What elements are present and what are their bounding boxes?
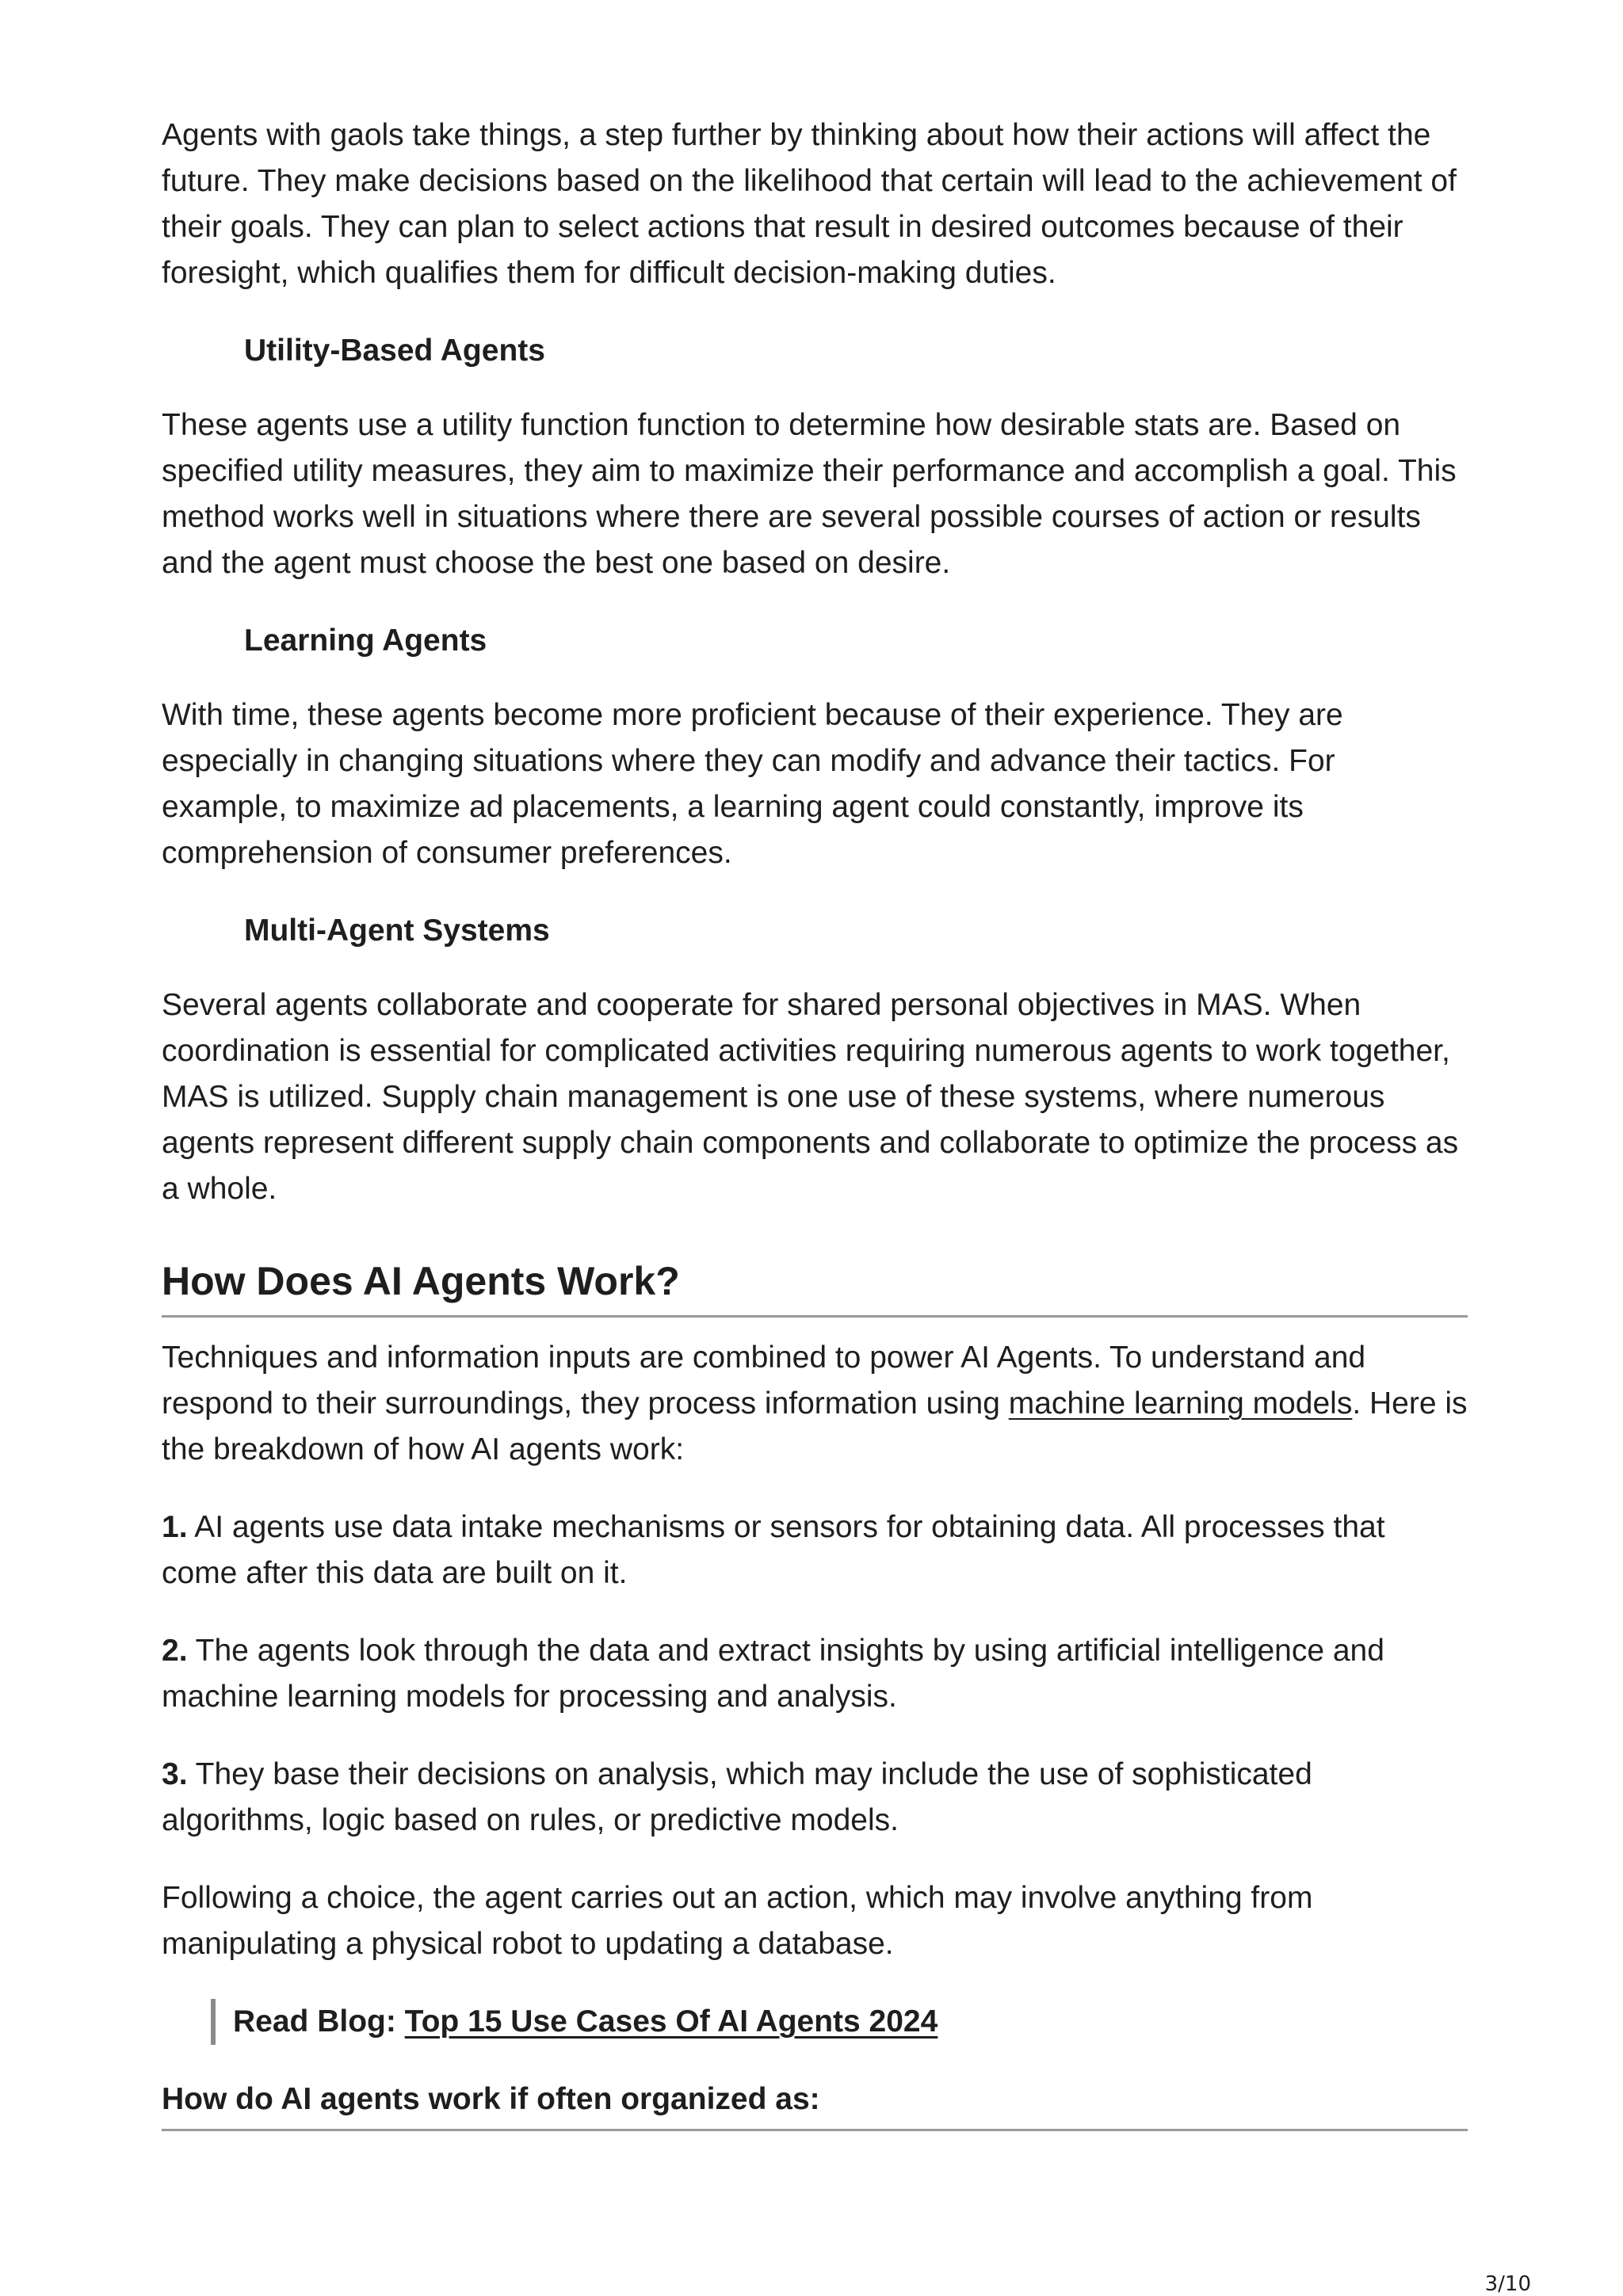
read-blog-callout — [211, 1999, 1468, 2045]
read-blog-label: Read Blog: — [233, 2004, 405, 2039]
page-number: 3/10 — [1484, 2272, 1531, 2296]
how-intro-text: Techniques and information inputs are combined to power AI Agents. To understand and respond to their surroundings, they process information using — [162, 1341, 1366, 1421]
how-organized-heading: How do AI agents work if often organized as: — [162, 2077, 1468, 2131]
intro-paragraph: Agents with gaols take things, a step further by thinking about how their actions will affect the future. They make decisions based on the likelihood that certain will lead to the achievement of their goals. They can plan to select actions that result in desired outcomes because of their foresight, which qualifies them for difficult decision-making duties. — [162, 118, 1457, 290]
how-ai-agents-work-heading: How Does AI Agents Work? — [162, 1257, 1468, 1318]
step-number: 3. — [162, 1757, 188, 1791]
multi-agent-systems-heading: Multi-Agent Systems — [244, 913, 550, 948]
step-1 — [162, 1505, 1468, 1596]
step-3 — [162, 1752, 1468, 1844]
step-number: 2. — [162, 1634, 188, 1668]
step-2 — [162, 1628, 1468, 1720]
multi-agent-systems-text: Several agents collaborate and cooperate for shared personal objectives in MAS. When coordination is essential for complicated activities requiring numerous agents to work together, MAS is utilized. Supply chain management is one use of these systems, where numerous agents represent different supply chain components and collaborate to optimize the process as a whole. — [162, 988, 1459, 1206]
closing-paragraph: Following a choice, the agent carries out an action, which may involve anything from manipulating a physical robot to updating a database. — [162, 1881, 1313, 1961]
step-text: The agents look through the data and extract insights by using artificial intelligence and machine learning models for processing and analysis. — [162, 1634, 1384, 1714]
step-text: They base their decisions on analysis, which may include the use of sophisticated algorithms, logic based on rules, or predictive models. — [162, 1757, 1312, 1837]
how-intro-text-end: . Here is the breakdown of how AI agents work: — [162, 1386, 1468, 1466]
learning-agents-text: With time, these agents become more proficient because of their experience. They are especially in changing situations where they can modify and advance their tactics. For example, to maximize ad placements, a learning agent could constantly, improve its comprehension of consumer preferences. — [162, 698, 1343, 870]
utility-based-agents-heading: Utility-Based Agents — [244, 334, 545, 368]
learning-agents-heading: Learning Agents — [244, 624, 487, 658]
step-number: 1. — [162, 1510, 188, 1544]
machine-learning-models-link[interactable]: machine learning models — [1008, 1386, 1353, 1421]
read-blog-link[interactable]: Top 15 Use Cases Of AI Agents 2024 — [404, 2004, 938, 2039]
utility-based-agents-text: These agents use a utility function function to determine how desirable stats are. Based on specified utility measures, they aim to maximize their performance and accomplish a goal. This method works well in situations where there are several possible courses of action or results and the agent must choose the best one based on desire. — [162, 408, 1457, 580]
step-text: AI agents use data intake mechanisms or sensors for obtaining data. All processes that come after this data are built on it. — [162, 1510, 1385, 1590]
how-intro-paragraph — [162, 1335, 1468, 1473]
document-page — [162, 113, 1468, 2131]
